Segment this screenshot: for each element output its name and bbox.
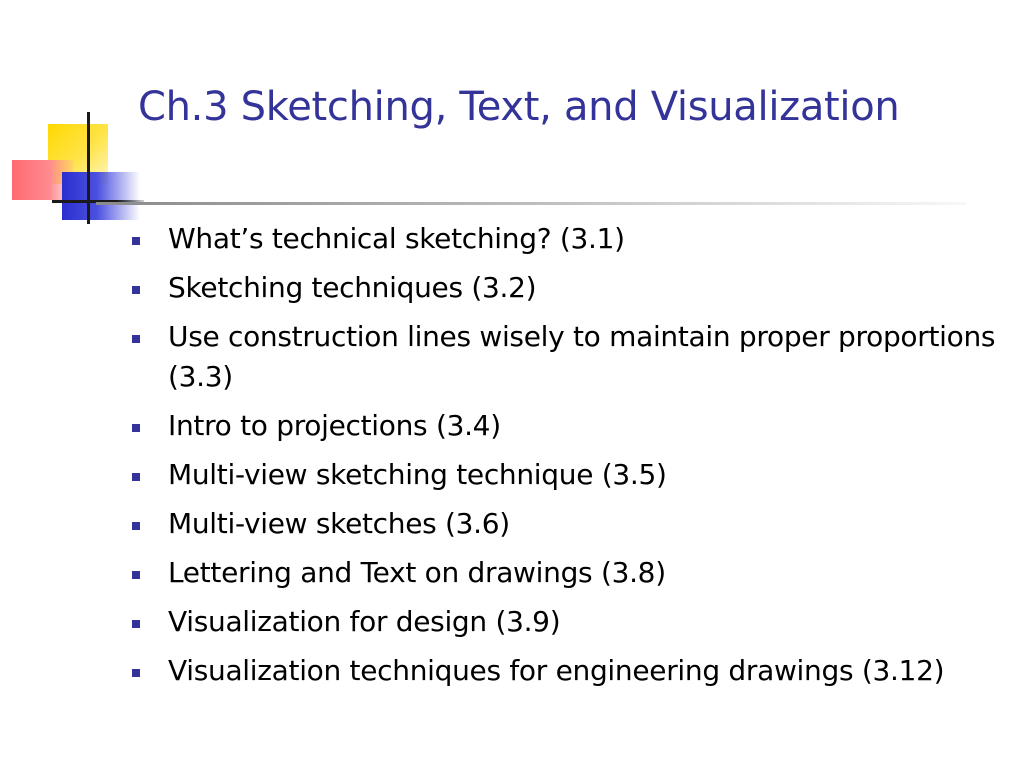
square-bullet-icon: [132, 669, 140, 677]
bullet-text: Visualization techniques for engineering drawings (3.12): [168, 654, 945, 687]
bullet-list: [126, 219, 1006, 700]
square-bullet-icon: [132, 286, 140, 294]
bullet-item: [126, 504, 1006, 544]
square-bullet-icon: [132, 335, 140, 343]
blue-square-shape: [62, 172, 140, 220]
vertical-line-shape: [87, 112, 90, 224]
slide-title: Ch.3 Sketching, Text, and Visualization: [138, 84, 900, 130]
bullet-item: [126, 219, 1006, 259]
bullet-text: Multi-view sketching technique (3.5): [168, 458, 667, 491]
square-bullet-icon: [132, 522, 140, 530]
bullet-item: [126, 602, 1006, 642]
bullet-item: [126, 651, 1006, 691]
bullet-item: [126, 317, 1006, 397]
bullet-text: Intro to projections (3.4): [168, 409, 501, 442]
bullet-item: [126, 455, 1006, 495]
square-bullet-icon: [132, 237, 140, 245]
bullet-text: Lettering and Text on drawings (3.8): [168, 556, 666, 589]
square-bullet-icon: [132, 424, 140, 432]
bullet-text: What’s technical sketching? (3.1): [168, 222, 625, 255]
bullet-item: [126, 553, 1006, 593]
bullet-text: Use construction lines wisely to maintain proper proportions (3.3): [168, 320, 996, 393]
square-bullet-icon: [132, 473, 140, 481]
bullet-item: [126, 406, 1006, 446]
bullet-item: [126, 268, 1006, 308]
bullet-text: Visualization for design (3.9): [168, 605, 561, 638]
square-bullet-icon: [132, 571, 140, 579]
square-bullet-icon: [132, 620, 140, 628]
title-divider: [96, 202, 966, 205]
bullet-text: Multi-view sketches (3.6): [168, 507, 510, 540]
bullet-text: Sketching techniques (3.2): [168, 271, 537, 304]
